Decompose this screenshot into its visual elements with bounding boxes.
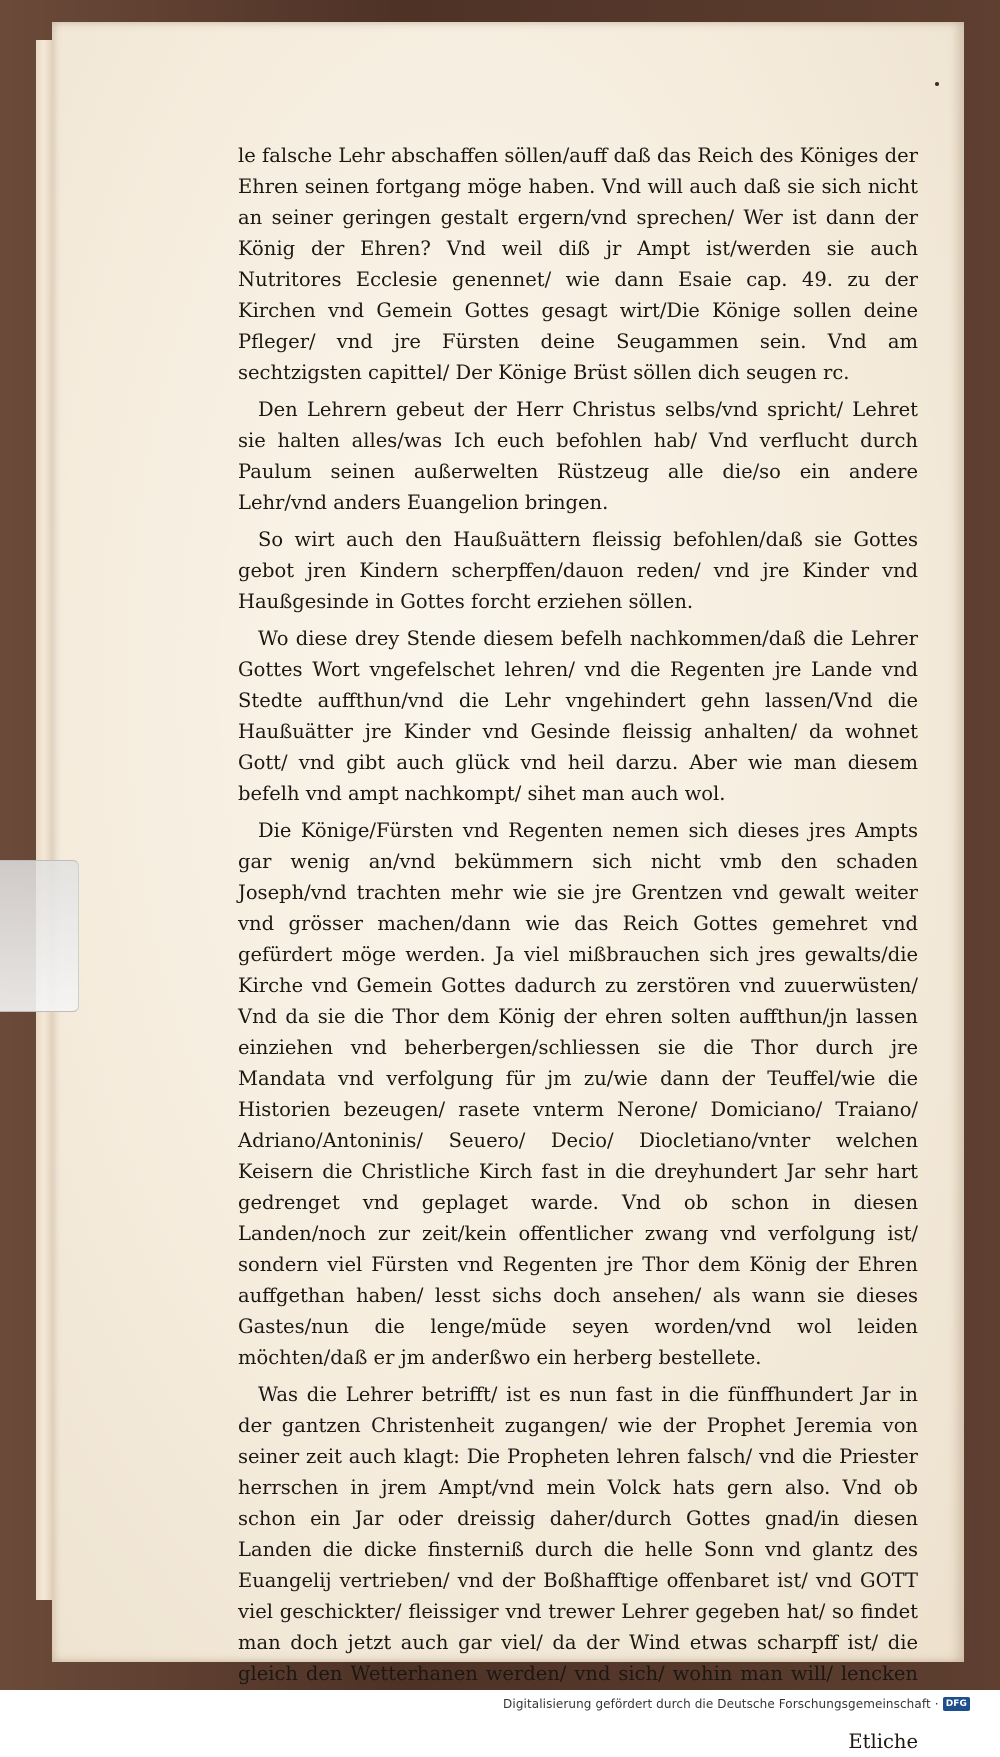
footer-separator: ·: [934, 1697, 939, 1711]
paragraph: Was die Lehrer betrifft/ ist es nun fast in die fünffhundert Jar in der gantzen Christenheit zugangen/ wie der Prophet Jeremia von seiner zeit auch klagt: Die Propheten lehren falsch/ vnd die Priester herrschen in jrem Ampt/vnd mein Volck hats gern also. Vnd ob schon ein Jar oder dreissig daher/durch Gottes gnad/in diesen Landen die dicke finsterniß durch die helle Sonn vnd glantz des Euangelij vertrieben/ vnd der Boßhafftige offenbaret ist/ vnd GOTT viel geschickter/ fleissiger vnd trewer Lehrer gegeben hat/ so findet man doch jetzt auch gar viel/ da der Wind etwas scharpff ist/ die gleich den Wetterhanen werden/ vnd sich/ wohin man will/ lencken: [238, 1383, 918, 1685]
paragraph: Wo diese drey Stende diesem befelh nachkommen/daß die Lehrer Gottes Wort vngefelschet lehren/ vnd die Regenten jre Lande vnd Stedte auffthun/vnd die Lehr vngehindert gehn lassen/Vnd die Haußuätter jre Kinder vnd Gesinde fleissig anhalten/ da wohnet Gott/ vnd gibt auch glück vnd heil darzu. Aber wie man diesem befelh vnd ampt nachkompt/ sihet man auch wol.: [238, 627, 918, 805]
bookmark-strip: [0, 860, 79, 1012]
footer-credit: Digitalisierung gefördert durch die Deutsche Forschungsgemeinschaft: [503, 1697, 931, 1711]
catchword: Etliche: [848, 1730, 918, 1753]
paragraph: So wirt auch den Haußuättern fleissig befohlen/daß sie Gottes gebot jren Kindern scherpffen/dauon reden/ vnd jre Kinder vnd Haußgesinde in Gottes forcht erziehen söllen.: [238, 528, 918, 613]
dfg-logo-icon: DFG: [943, 1697, 970, 1711]
paragraph: Die Könige/Fürsten vnd Regenten nemen sich dieses jres Ampts gar wenig an/vnd bekümmern sich nicht vmb den schaden Joseph/vnd trachten mehr wie sie jre Grentzen vnd gewalt weiter vnd grösser machen/dann wie das Reich Gottes gemehret vnd gefürdert möge werden. Ja viel mißbrauchen sich jres gewalts/die Kirche vnd Gemein Gottes dadurch zu zerstören vnd zuuerwüsten/ Vnd da sie die Thor dem König der ehren solten auffthun/jn lassen einziehen vnd beherbergen/schliessen sie die Thor durch jre Mandata vnd verfolgung für jm zu/wie dann der Teuffel/wie die Historien bezeugen/ rasete vnterm Nerone/ Domiciano/ Traiano/ Adriano/Antoninis/ Seuero/ Decio/ Diocletiano/vnter welchen Keisern die Christliche Kirch fast in die dreyhundert Jar sehr hart gedrenget vnd geplaget warde. Vnd ob schon in diesen Landen/noch zur zeit/kein offentlicher zwang vnd verfolgung ist/ sondern viel Fürsten vnd Regenten jre Thor dem König der Ehren auffgethan haben/ lesst sichs doch ansehen/ als wann sie dieses Gastes/nun die lenge/müde seyen worden/vnd wol leiden möchten/daß er jm anderßwo ein herberg bestellete.: [238, 819, 918, 1369]
ink-speck: [935, 82, 939, 86]
page-edge: [36, 40, 53, 1600]
paragraph: Den Lehrern gebeut der Herr Christus selbs/vnd spricht/ Lehret sie halten alles/was Ich euch befohlen hab/ Vnd verflucht durch Paulum seinen außerwelten Rüstzeug alle die/so ein andere Lehr/vnd anders Euangelion bringen.: [238, 398, 918, 514]
paragraph: le falsche Lehr abschaffen söllen/auff daß das Reich des Königes der Ehren seinen fortgang möge haben. Vnd will auch daß sie sich nicht an seiner geringen gestalt ergern/vnd sprechen/ Wer ist dann der König der Ehren? Vnd weil diß jr Ampt ist/werden sie auch Nutritores Ecclesie genennet/ wie dann Esaie cap. 49. zu der Kirchen vnd Gemein Gottes gesagt wirt/Die Könige sollen deine Pfleger/ vnd jre Fürsten deine Seugammen sein. Vnd am sechtzigsten capittel/ Der Könige Brüst söllen dich seugen rc.: [238, 144, 918, 384]
footer-credit-group: [503, 1697, 970, 1711]
footer-bar: [0, 1690, 1000, 1720]
body-text: [238, 140, 918, 1757]
